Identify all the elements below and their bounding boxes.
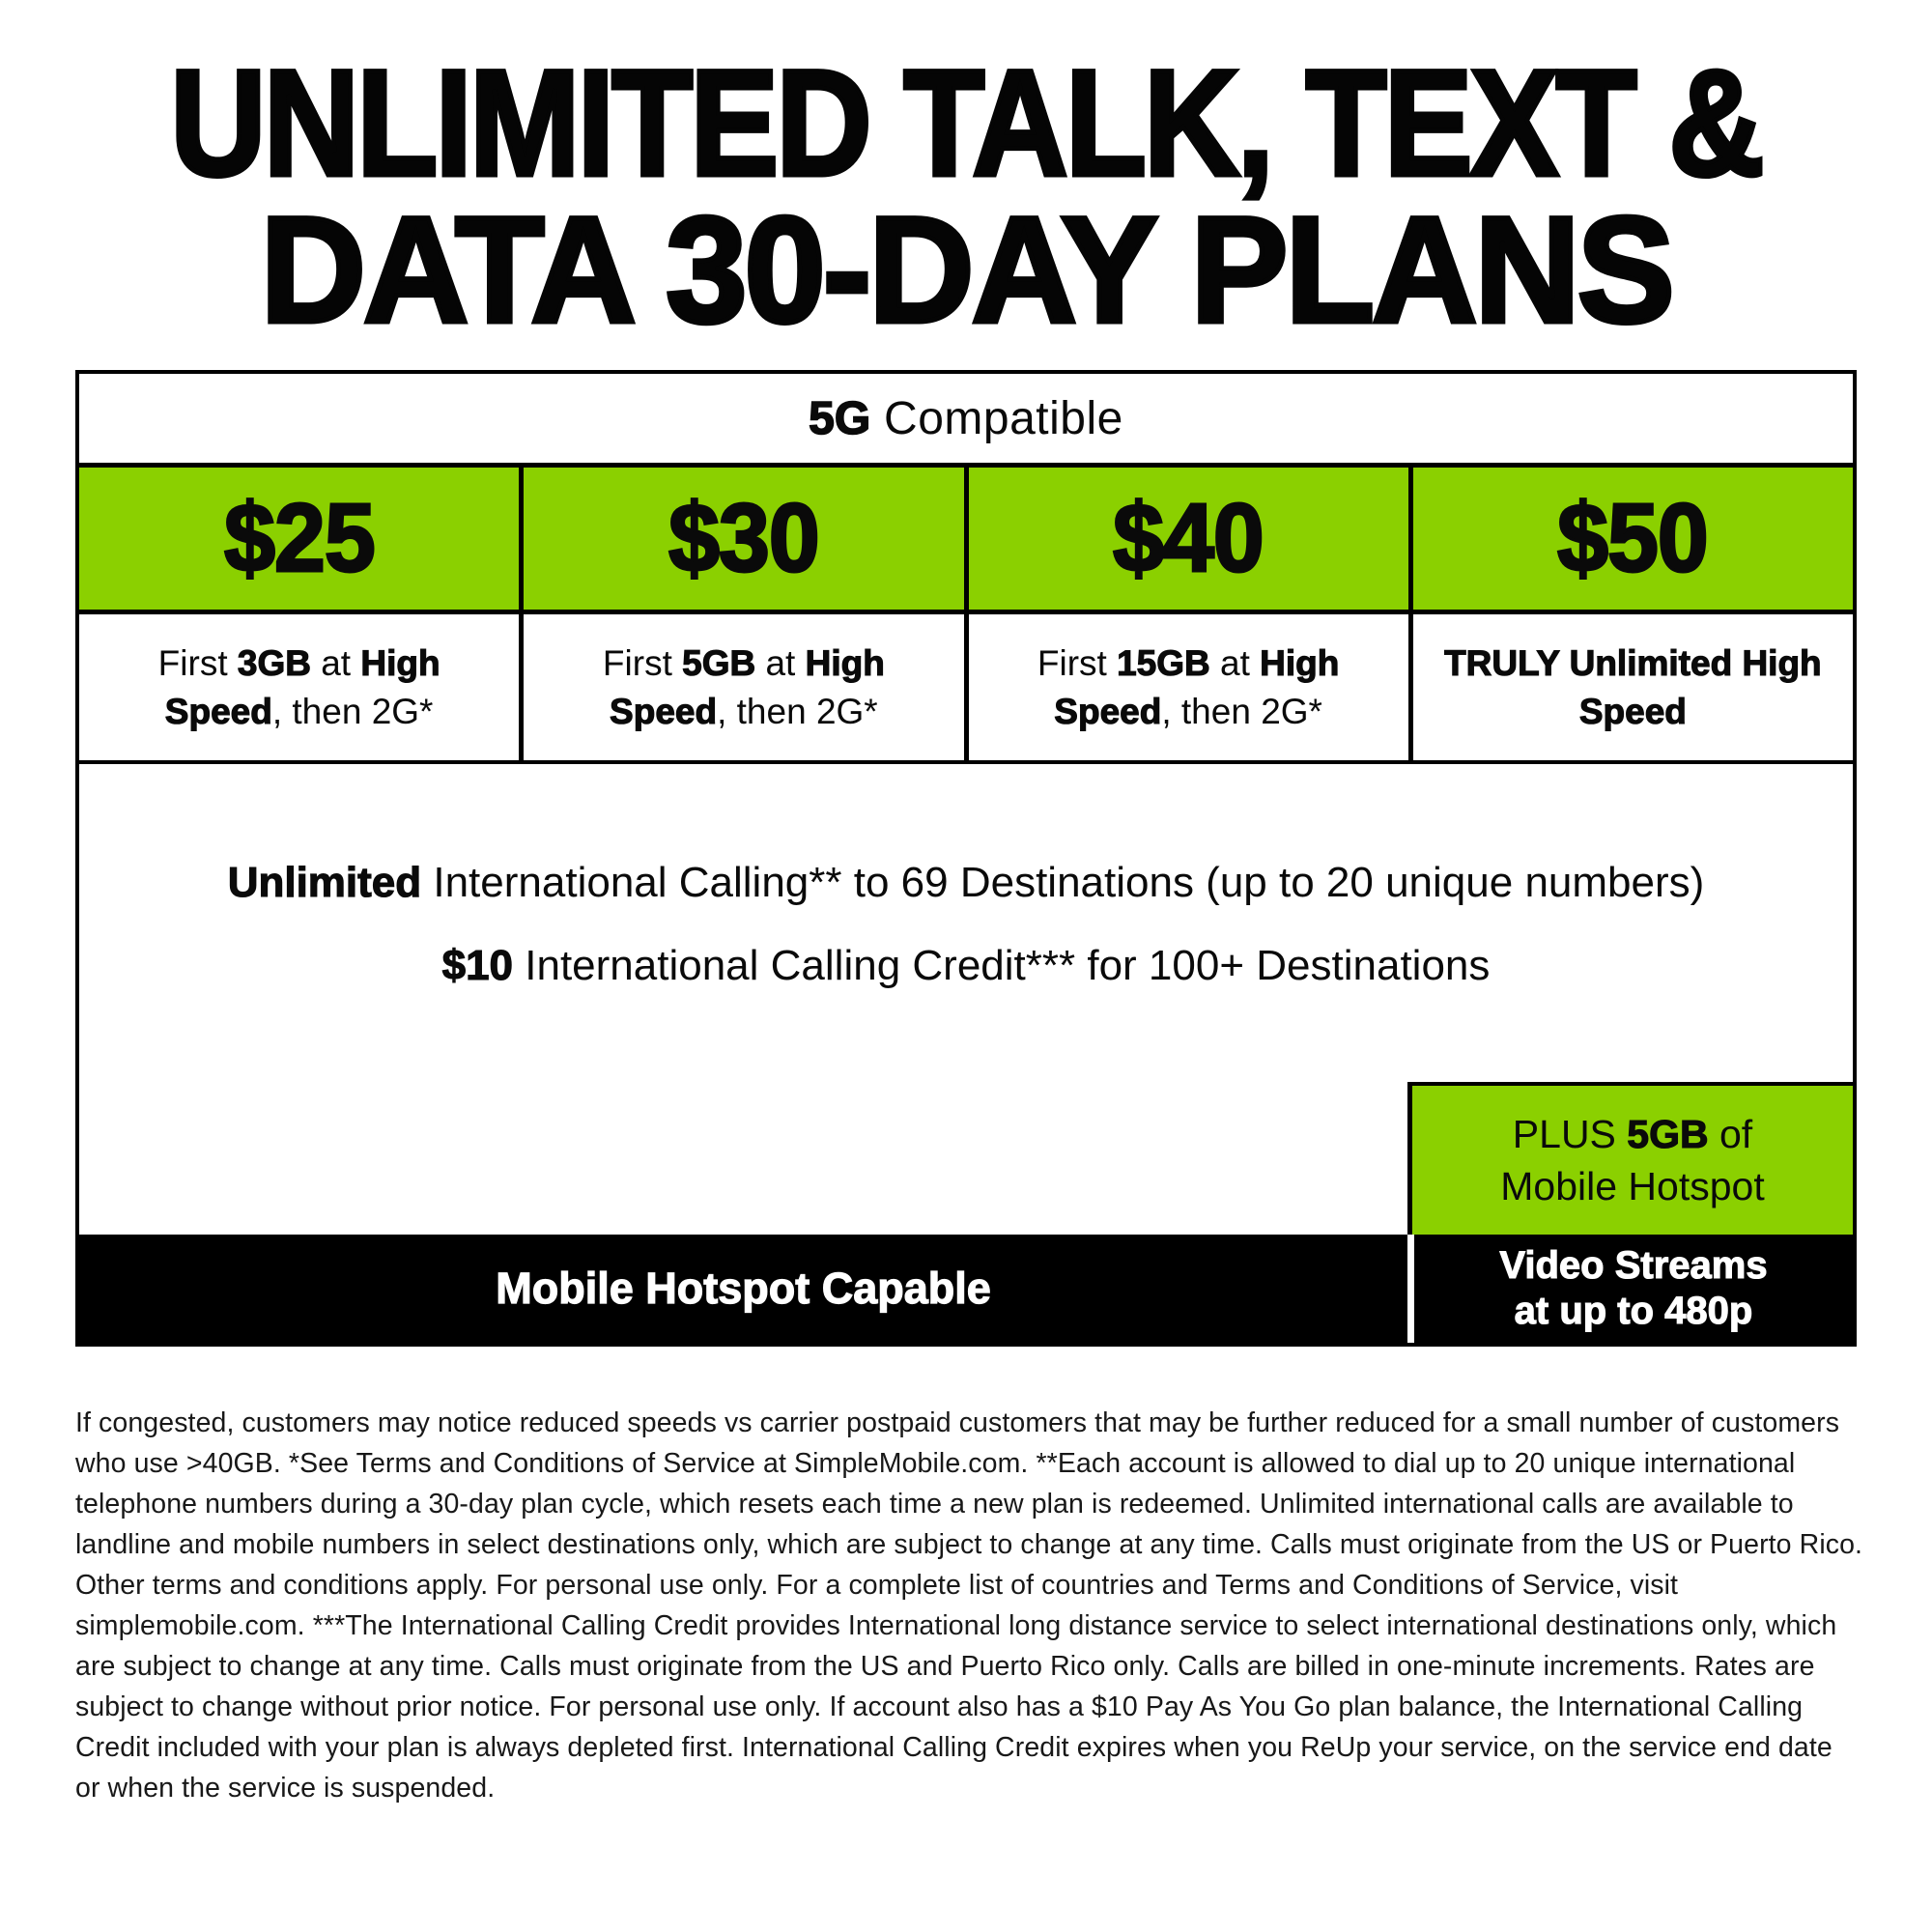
hotspot-plus-line2: Mobile Hotspot	[1500, 1164, 1765, 1208]
price-cell-30	[524, 468, 963, 610]
international-credit-line: $10 International Calling Credit*** for 100+ Destinations	[441, 942, 1491, 989]
page-title-line1: UNLIMITED TALK, TEXT &	[170, 40, 1762, 208]
page-title-line2: DATA 30-DAY PLANS	[260, 186, 1672, 355]
video-streams-label	[1414, 1235, 1853, 1343]
data-allowance-row	[79, 614, 1853, 764]
compatibility-label: 5G Compatible	[809, 392, 1123, 444]
video-streams-line1: Video Streams	[1499, 1244, 1768, 1287]
data-cell-25	[79, 614, 519, 760]
price-label-40: $40	[1113, 484, 1264, 592]
price-cell-50	[1413, 468, 1853, 610]
compatibility-row	[79, 374, 1853, 468]
hotspot-plus-box	[1407, 1082, 1853, 1235]
data-label-50: TRULY Unlimited High Speed	[1444, 642, 1822, 731]
price-label-25: $25	[223, 484, 375, 592]
price-cell-40	[969, 468, 1408, 610]
international-section	[79, 764, 1853, 1235]
price-label-30: $30	[668, 484, 819, 592]
video-streams-line2: at up to 480p	[1514, 1290, 1753, 1332]
data-cell-50	[1413, 614, 1853, 760]
hotspot-capable-label: Mobile Hotspot Capable	[79, 1235, 1407, 1343]
legal-text: If congested, customers may notice reduced speeds vs carrier postpaid customers that may be further reduced for a small number of customers who use >40GB. *See Terms and Conditions of Service at SimpleMobile.com. **Each account is allowed to dial up to 20 unique international telephone numbers during a 30-day plan cycle, which resets each time a new plan is redeemed. Unlimited international calls are available to landline and mobile numbers in select destinations only, which are subject to change at any time. Calls must originate from the US or Puerto Rico. Other terms and conditions apply. For personal use only. For a complete list of countries and Terms and Conditions of Service, visit simplemobile.com. ***The International Calling Credit provides International long distance service to select international destinations only, which are subject to change at any time. Calls must originate from the US and Puerto Rico only. Calls are billed in one-minute increments. Rates are subject to change without prior notice. For personal use only. If account also has a $10 Pay As You Go plan balance, the International Calling Credit included with your plan is always depleted first. International Calling Credit expires when you ReUp your service, on the service end date or when the service is suspended.	[75, 1407, 1863, 1804]
plans-table	[75, 370, 1857, 1347]
data-cell-30	[524, 614, 963, 760]
international-calling-line: Unlimited International Calling** to 69 Destinations (up to 20 unique numbers)	[227, 859, 1705, 906]
hotspot-bar	[79, 1235, 1853, 1343]
data-label-25: First 3GB at High Speed, then 2G*	[157, 642, 440, 731]
price-label-50: $50	[1557, 484, 1709, 592]
price-row	[79, 468, 1853, 614]
data-label-30: First 5GB at High Speed, then 2G*	[602, 642, 885, 731]
price-cell-25	[79, 468, 519, 610]
data-label-40: First 15GB at High Speed, then 2G*	[1037, 642, 1340, 731]
hotspot-plus-line1: PLUS 5GB of	[1512, 1112, 1753, 1156]
data-cell-40	[969, 614, 1408, 760]
page-title	[0, 40, 1932, 355]
